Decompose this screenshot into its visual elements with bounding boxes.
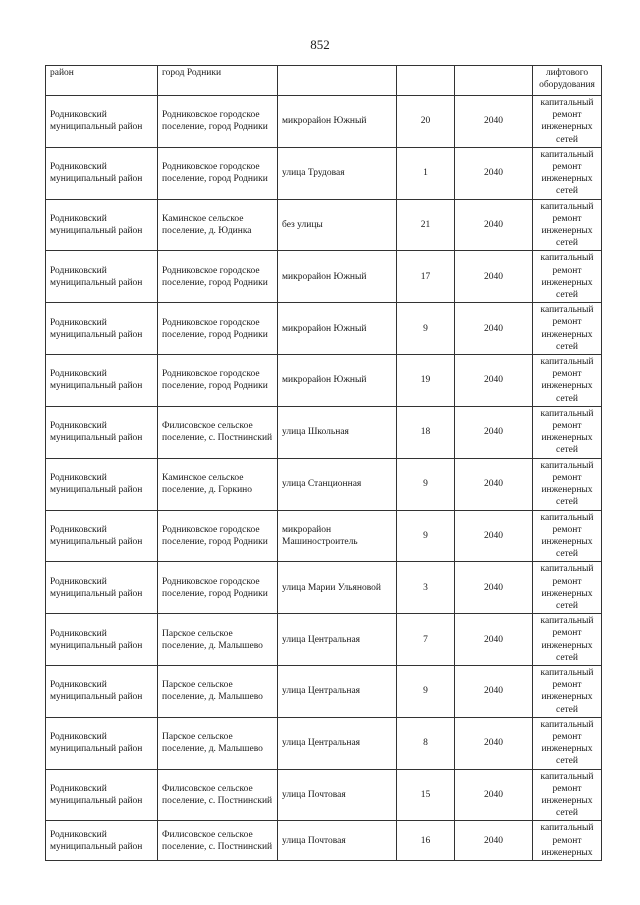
table-row-continuation — [46, 66, 602, 96]
table-row — [46, 562, 602, 614]
cell-house: 21 — [397, 199, 455, 251]
cell-year — [455, 66, 533, 96]
registry-table — [45, 65, 602, 861]
cell-work-type: капитальный ремонт инженерных сетей — [533, 665, 602, 717]
cell-district: Родниковский муниципальный район — [46, 303, 158, 355]
cell-work-type: капитальный ремонт инженерных сетей — [533, 251, 602, 303]
cell-house: 17 — [397, 251, 455, 303]
table-row — [46, 147, 602, 199]
cell-work-type: лифтового оборудования — [533, 66, 602, 96]
cell-street: улица Марии Ульяновой — [278, 562, 397, 614]
page-number: 852 — [310, 37, 330, 52]
cell-district: Родниковский муниципальный район — [46, 614, 158, 666]
cell-work-type: капитальный ремонт инженерных — [533, 821, 602, 861]
cell-settlement: Парское сельское поселение, д. Малышево — [158, 614, 278, 666]
cell-street: микрорайон Южный — [278, 355, 397, 407]
cell-work-type: капитальный ремонт инженерных сетей — [533, 510, 602, 562]
cell-settlement: Каминское сельское поселение, д. Юдинка — [158, 199, 278, 251]
cell-year: 2040 — [455, 96, 533, 148]
cell-settlement: Родниковское городское поселение, город Родники — [158, 251, 278, 303]
cell-year: 2040 — [455, 665, 533, 717]
cell-district: Родниковский муниципальный район — [46, 96, 158, 148]
cell-district: Родниковский муниципальный район — [46, 821, 158, 861]
cell-settlement: Родниковское городское поселение, город Родники — [158, 96, 278, 148]
cell-house: 19 — [397, 355, 455, 407]
cell-settlement: Парское сельское поселение, д. Малышево — [158, 717, 278, 769]
cell-work-type: капитальный ремонт инженерных сетей — [533, 717, 602, 769]
cell-house: 18 — [397, 406, 455, 458]
cell-house: 3 — [397, 562, 455, 614]
table-row — [46, 458, 602, 510]
table-body — [46, 66, 602, 861]
cell-year: 2040 — [455, 769, 533, 821]
cell-settlement: Парское сельское поселение, д. Малышево — [158, 665, 278, 717]
cell-work-type: капитальный ремонт инженерных сетей — [533, 769, 602, 821]
cell-work-type: капитальный ремонт инженерных сетей — [533, 562, 602, 614]
cell-district: Родниковский муниципальный район — [46, 562, 158, 614]
cell-settlement: Филисовское сельское поселение, с. Постнинский — [158, 406, 278, 458]
cell-settlement: Каминское сельское поселение, д. Горкино — [158, 458, 278, 510]
cell-house: 20 — [397, 96, 455, 148]
cell-street: микрорайон Южный — [278, 251, 397, 303]
cell-district: Родниковский муниципальный район — [46, 717, 158, 769]
table-row — [46, 303, 602, 355]
cell-house — [397, 66, 455, 96]
cell-street: улица Центральная — [278, 717, 397, 769]
cell-district: Родниковский муниципальный район — [46, 406, 158, 458]
cell-district: Родниковский муниципальный район — [46, 199, 158, 251]
cell-year: 2040 — [455, 406, 533, 458]
cell-district: Родниковский муниципальный район — [46, 147, 158, 199]
cell-year: 2040 — [455, 355, 533, 407]
cell-work-type: капитальный ремонт инженерных сетей — [533, 199, 602, 251]
cell-work-type: капитальный ремонт инженерных сетей — [533, 614, 602, 666]
cell-street: микрорайон Южный — [278, 303, 397, 355]
cell-house: 15 — [397, 769, 455, 821]
table-row — [46, 510, 602, 562]
table-row — [46, 199, 602, 251]
table-row — [46, 821, 602, 861]
cell-year: 2040 — [455, 303, 533, 355]
cell-settlement: Родниковское городское поселение, город Родники — [158, 510, 278, 562]
cell-district: Родниковский муниципальный район — [46, 769, 158, 821]
cell-settlement: Филисовское сельское поселение, с. Постнинский — [158, 821, 278, 861]
cell-street: микрорайон Южный — [278, 96, 397, 148]
cell-settlement: Родниковское городское поселение, город Родники — [158, 147, 278, 199]
cell-district: район — [46, 66, 158, 96]
cell-work-type: капитальный ремонт инженерных сетей — [533, 303, 602, 355]
cell-street: улица Почтовая — [278, 821, 397, 861]
cell-settlement: Родниковское городское поселение, город Родники — [158, 355, 278, 407]
cell-house: 9 — [397, 303, 455, 355]
cell-street: улица Центральная — [278, 665, 397, 717]
cell-house: 9 — [397, 510, 455, 562]
table-row — [46, 406, 602, 458]
cell-year: 2040 — [455, 821, 533, 861]
cell-street: улица Трудовая — [278, 147, 397, 199]
cell-work-type: капитальный ремонт инженерных сетей — [533, 355, 602, 407]
cell-house: 9 — [397, 665, 455, 717]
cell-district: Родниковский муниципальный район — [46, 510, 158, 562]
cell-year: 2040 — [455, 199, 533, 251]
cell-district: Родниковский муниципальный район — [46, 251, 158, 303]
cell-district: Родниковский муниципальный район — [46, 665, 158, 717]
cell-street: микрорайон Машиностроитель — [278, 510, 397, 562]
cell-house: 1 — [397, 147, 455, 199]
cell-work-type: капитальный ремонт инженерных сетей — [533, 406, 602, 458]
cell-house: 9 — [397, 458, 455, 510]
cell-year: 2040 — [455, 147, 533, 199]
cell-district: Родниковский муниципальный район — [46, 458, 158, 510]
cell-street — [278, 66, 397, 96]
cell-street: улица Почтовая — [278, 769, 397, 821]
table-row — [46, 355, 602, 407]
table-row — [46, 251, 602, 303]
cell-house: 7 — [397, 614, 455, 666]
cell-work-type: капитальный ремонт инженерных сетей — [533, 458, 602, 510]
cell-settlement: Родниковское городское поселение, город Родники — [158, 303, 278, 355]
cell-work-type: капитальный ремонт инженерных сетей — [533, 147, 602, 199]
cell-settlement: Филисовское сельское поселение, с. Постнинский — [158, 769, 278, 821]
cell-house: 8 — [397, 717, 455, 769]
table-row — [46, 665, 602, 717]
cell-street: улица Станционная — [278, 458, 397, 510]
cell-year: 2040 — [455, 458, 533, 510]
cell-settlement: город Родники — [158, 66, 278, 96]
cell-house: 16 — [397, 821, 455, 861]
table-row — [46, 614, 602, 666]
table-row — [46, 769, 602, 821]
cell-year: 2040 — [455, 614, 533, 666]
cell-year: 2040 — [455, 251, 533, 303]
cell-district: Родниковский муниципальный район — [46, 355, 158, 407]
cell-work-type: капитальный ремонт инженерных сетей — [533, 96, 602, 148]
cell-settlement: Родниковское городское поселение, город Родники — [158, 562, 278, 614]
cell-street: улица Центральная — [278, 614, 397, 666]
table-row — [46, 96, 602, 148]
table-row — [46, 717, 602, 769]
cell-year: 2040 — [455, 717, 533, 769]
cell-street: улица Школьная — [278, 406, 397, 458]
cell-year: 2040 — [455, 562, 533, 614]
cell-street: без улицы — [278, 199, 397, 251]
cell-year: 2040 — [455, 510, 533, 562]
